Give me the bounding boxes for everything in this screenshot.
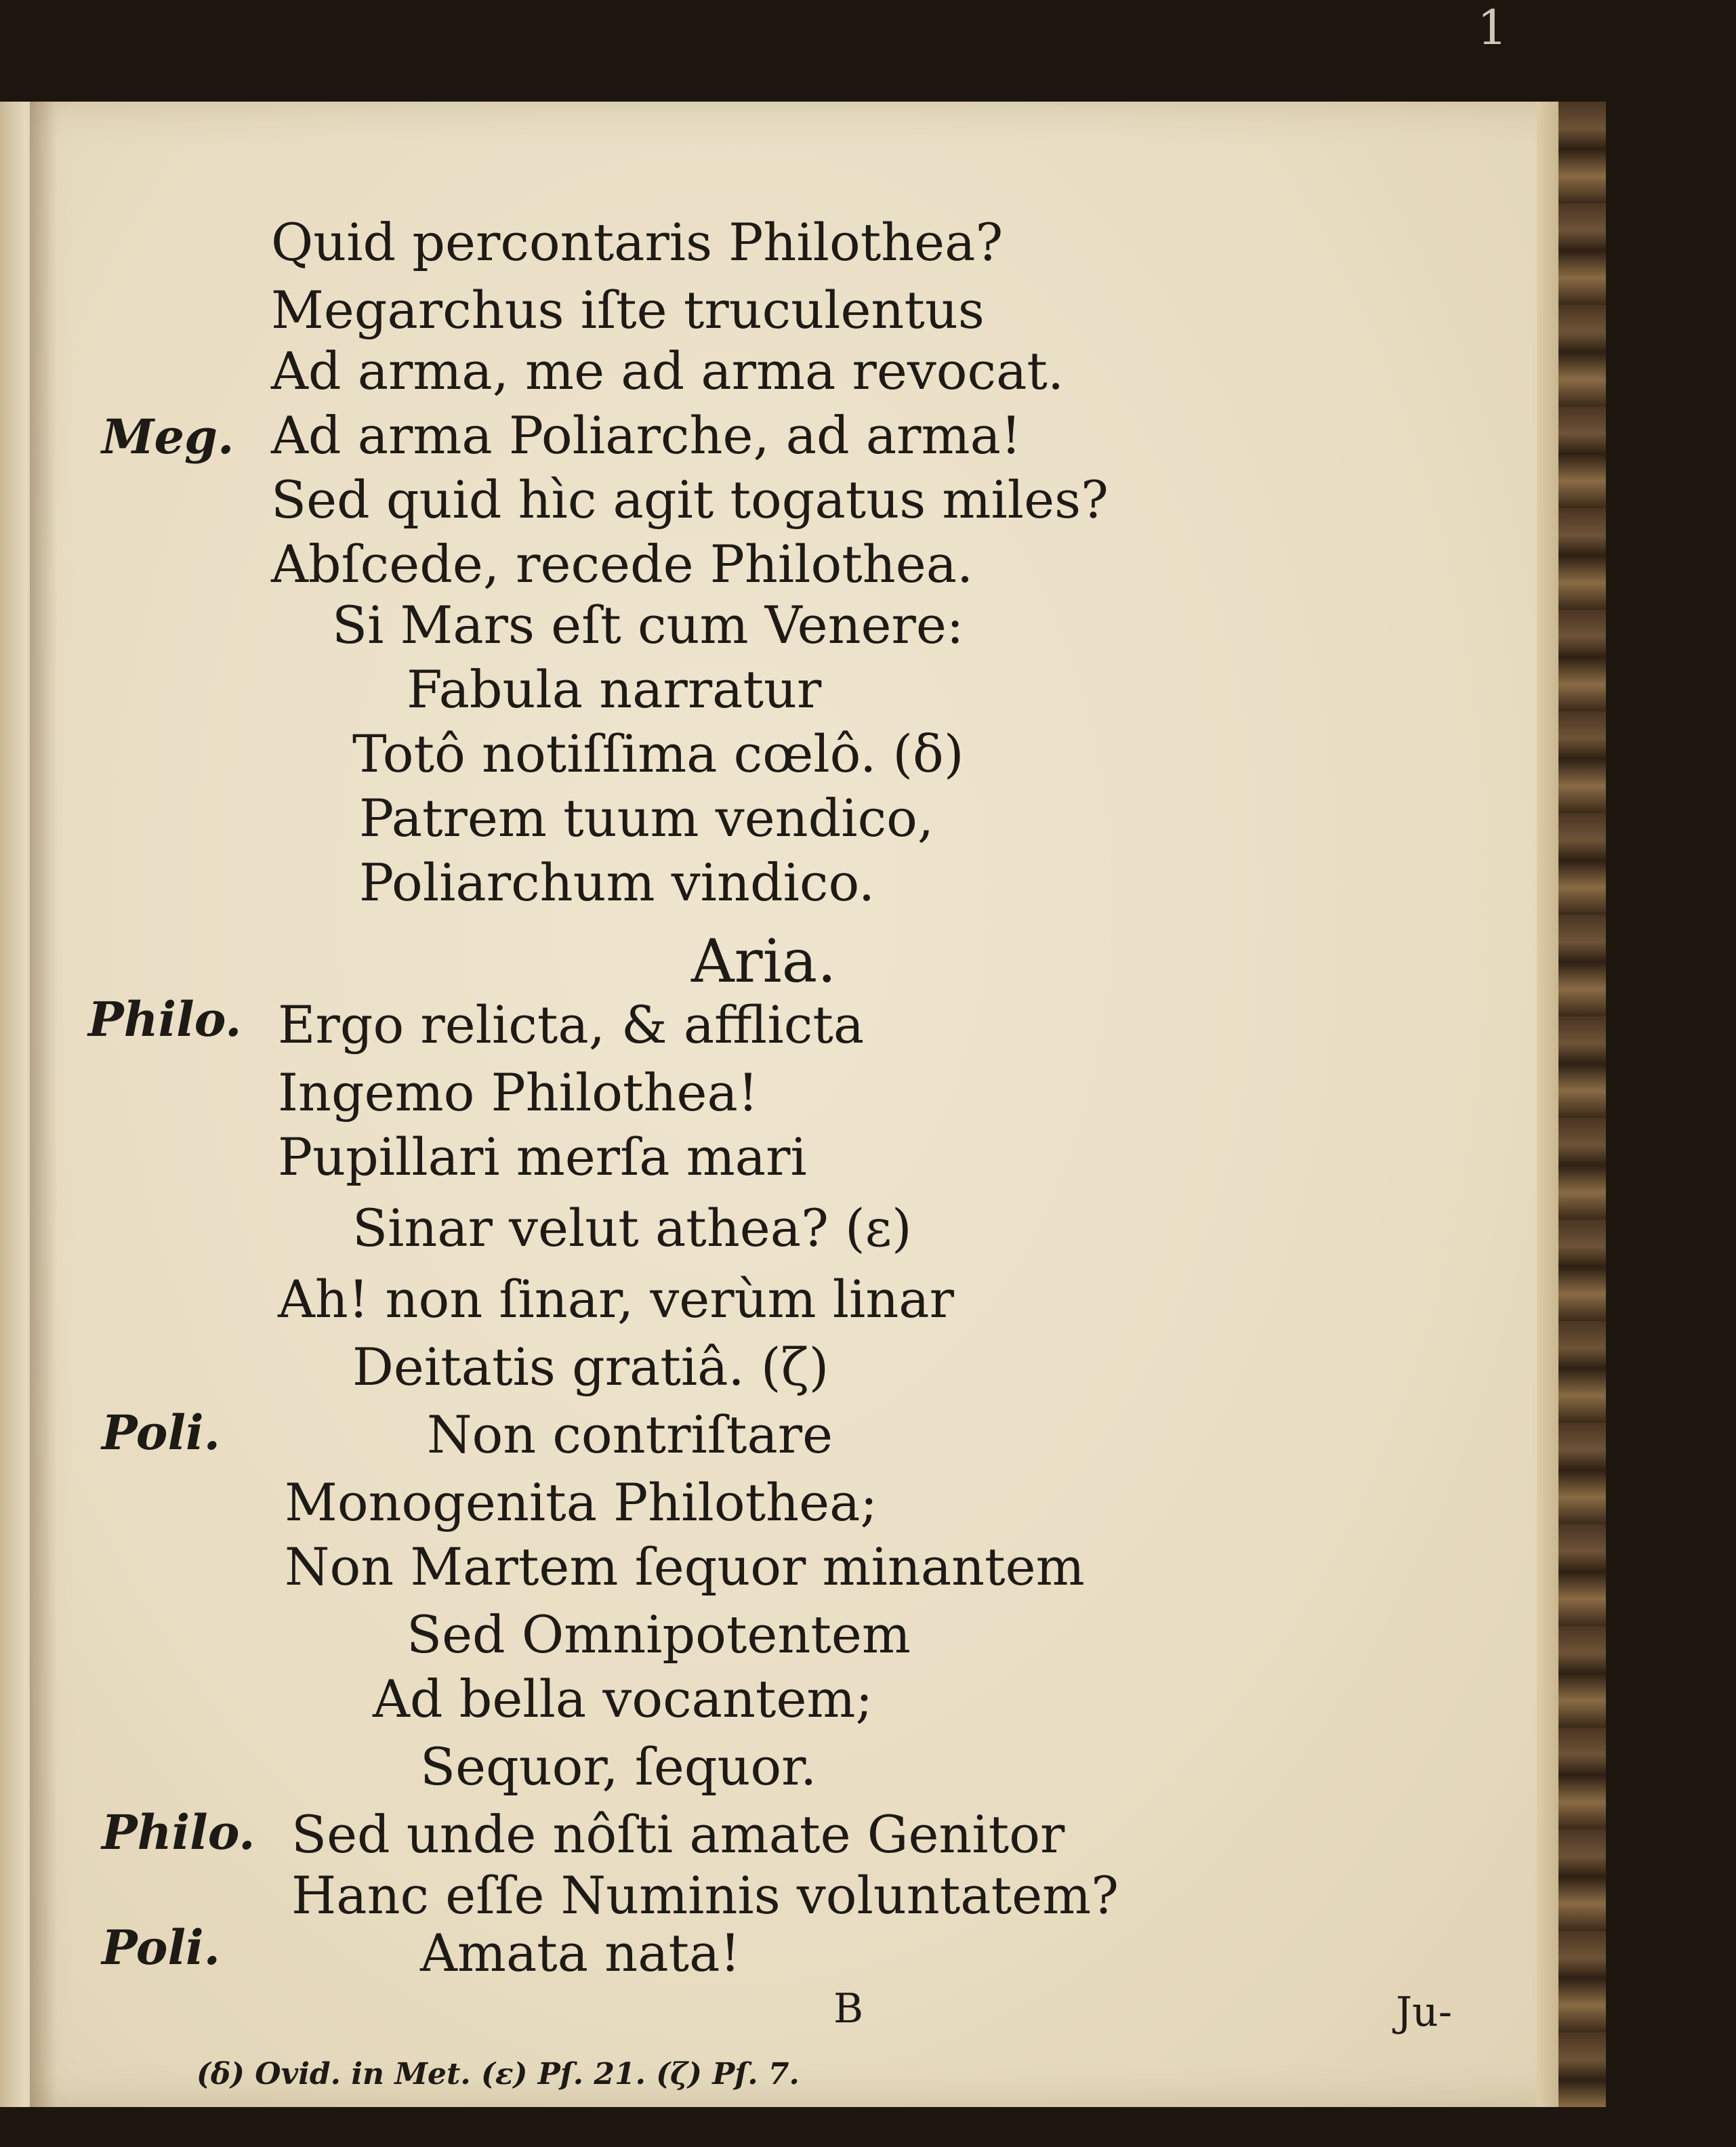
verse-line: Deitatis gratiâ. (ζ)	[352, 1337, 829, 1397]
verse-line: Hanc eſſe Numinis voluntatem?	[291, 1865, 1119, 1925]
speaker-label: Meg.	[102, 409, 234, 465]
verse-line: Ergo relicta, & afflicta	[278, 995, 865, 1055]
speaker-label: Philo.	[88, 991, 242, 1047]
verse-line: Ah! non ſinar, verùm linar	[278, 1269, 954, 1329]
verse-line: Sed quid hìc agit togatus miles?	[271, 470, 1109, 530]
verse-line: Sequor, ſequor.	[420, 1736, 817, 1797]
page-edge	[1537, 102, 1561, 2107]
verse-line: Sed unde nôſti amate Genitor	[291, 1804, 1065, 1864]
speaker-label: Philo.	[102, 1804, 255, 1860]
gutter-shadow	[30, 102, 57, 2107]
verse-line: Pupillari merſa mari	[278, 1127, 807, 1187]
verse-line: Sed Omnipotentem	[407, 1604, 911, 1665]
verse-line: Si Mars eſt cum Venere:	[332, 595, 964, 655]
show-through	[1193, 224, 1233, 264]
verse-line: Sinar velut athea? (ε)	[352, 1198, 912, 1258]
verse-line: Fabula narratur	[407, 659, 822, 720]
signature-mark: B	[833, 1985, 864, 2033]
verse-line: Non contriſtare	[427, 1404, 833, 1465]
verse-line: Ad arma, me ad arma revocat.	[271, 341, 1065, 401]
speaker-label: Poli.	[102, 1404, 220, 1461]
footnotes: (δ) Ovid. in Met. (ε) Pſ. 21. (ζ) Pſ. 7.	[197, 2057, 800, 2091]
catchword: Ju-	[1396, 1988, 1452, 2036]
verse-line: Patrem tuum vendico,	[359, 788, 934, 848]
verse-line: Totô notiſſima cœlô. (δ)	[352, 724, 964, 784]
verse-line: Ingemo Philothea!	[278, 1062, 759, 1123]
verse-line: Amata nata!	[420, 1923, 741, 1983]
verse-line: Quid percontaris Philothea?	[271, 212, 1004, 272]
aria-heading: Aria.	[691, 926, 837, 996]
verse-line: Monogenita Philothea;	[285, 1472, 878, 1533]
verse-line: Ad bella vocantem;	[373, 1669, 873, 1729]
verse-line: Abſcede, recede Philothea.	[271, 534, 974, 594]
verse-line: Megarchus iſte truculentus	[271, 280, 985, 340]
verse-line: Poliarchum vindico.	[359, 852, 875, 913]
verse-line: Ad arma Poliarche, ad arma!	[271, 405, 1022, 465]
top-mark: 1	[1477, 0, 1508, 56]
verse-line: Non Martem ſequor minantem	[285, 1537, 1085, 1597]
speaker-label: Poli.	[102, 1919, 220, 1976]
marbled-cover-edge	[1558, 102, 1606, 2107]
